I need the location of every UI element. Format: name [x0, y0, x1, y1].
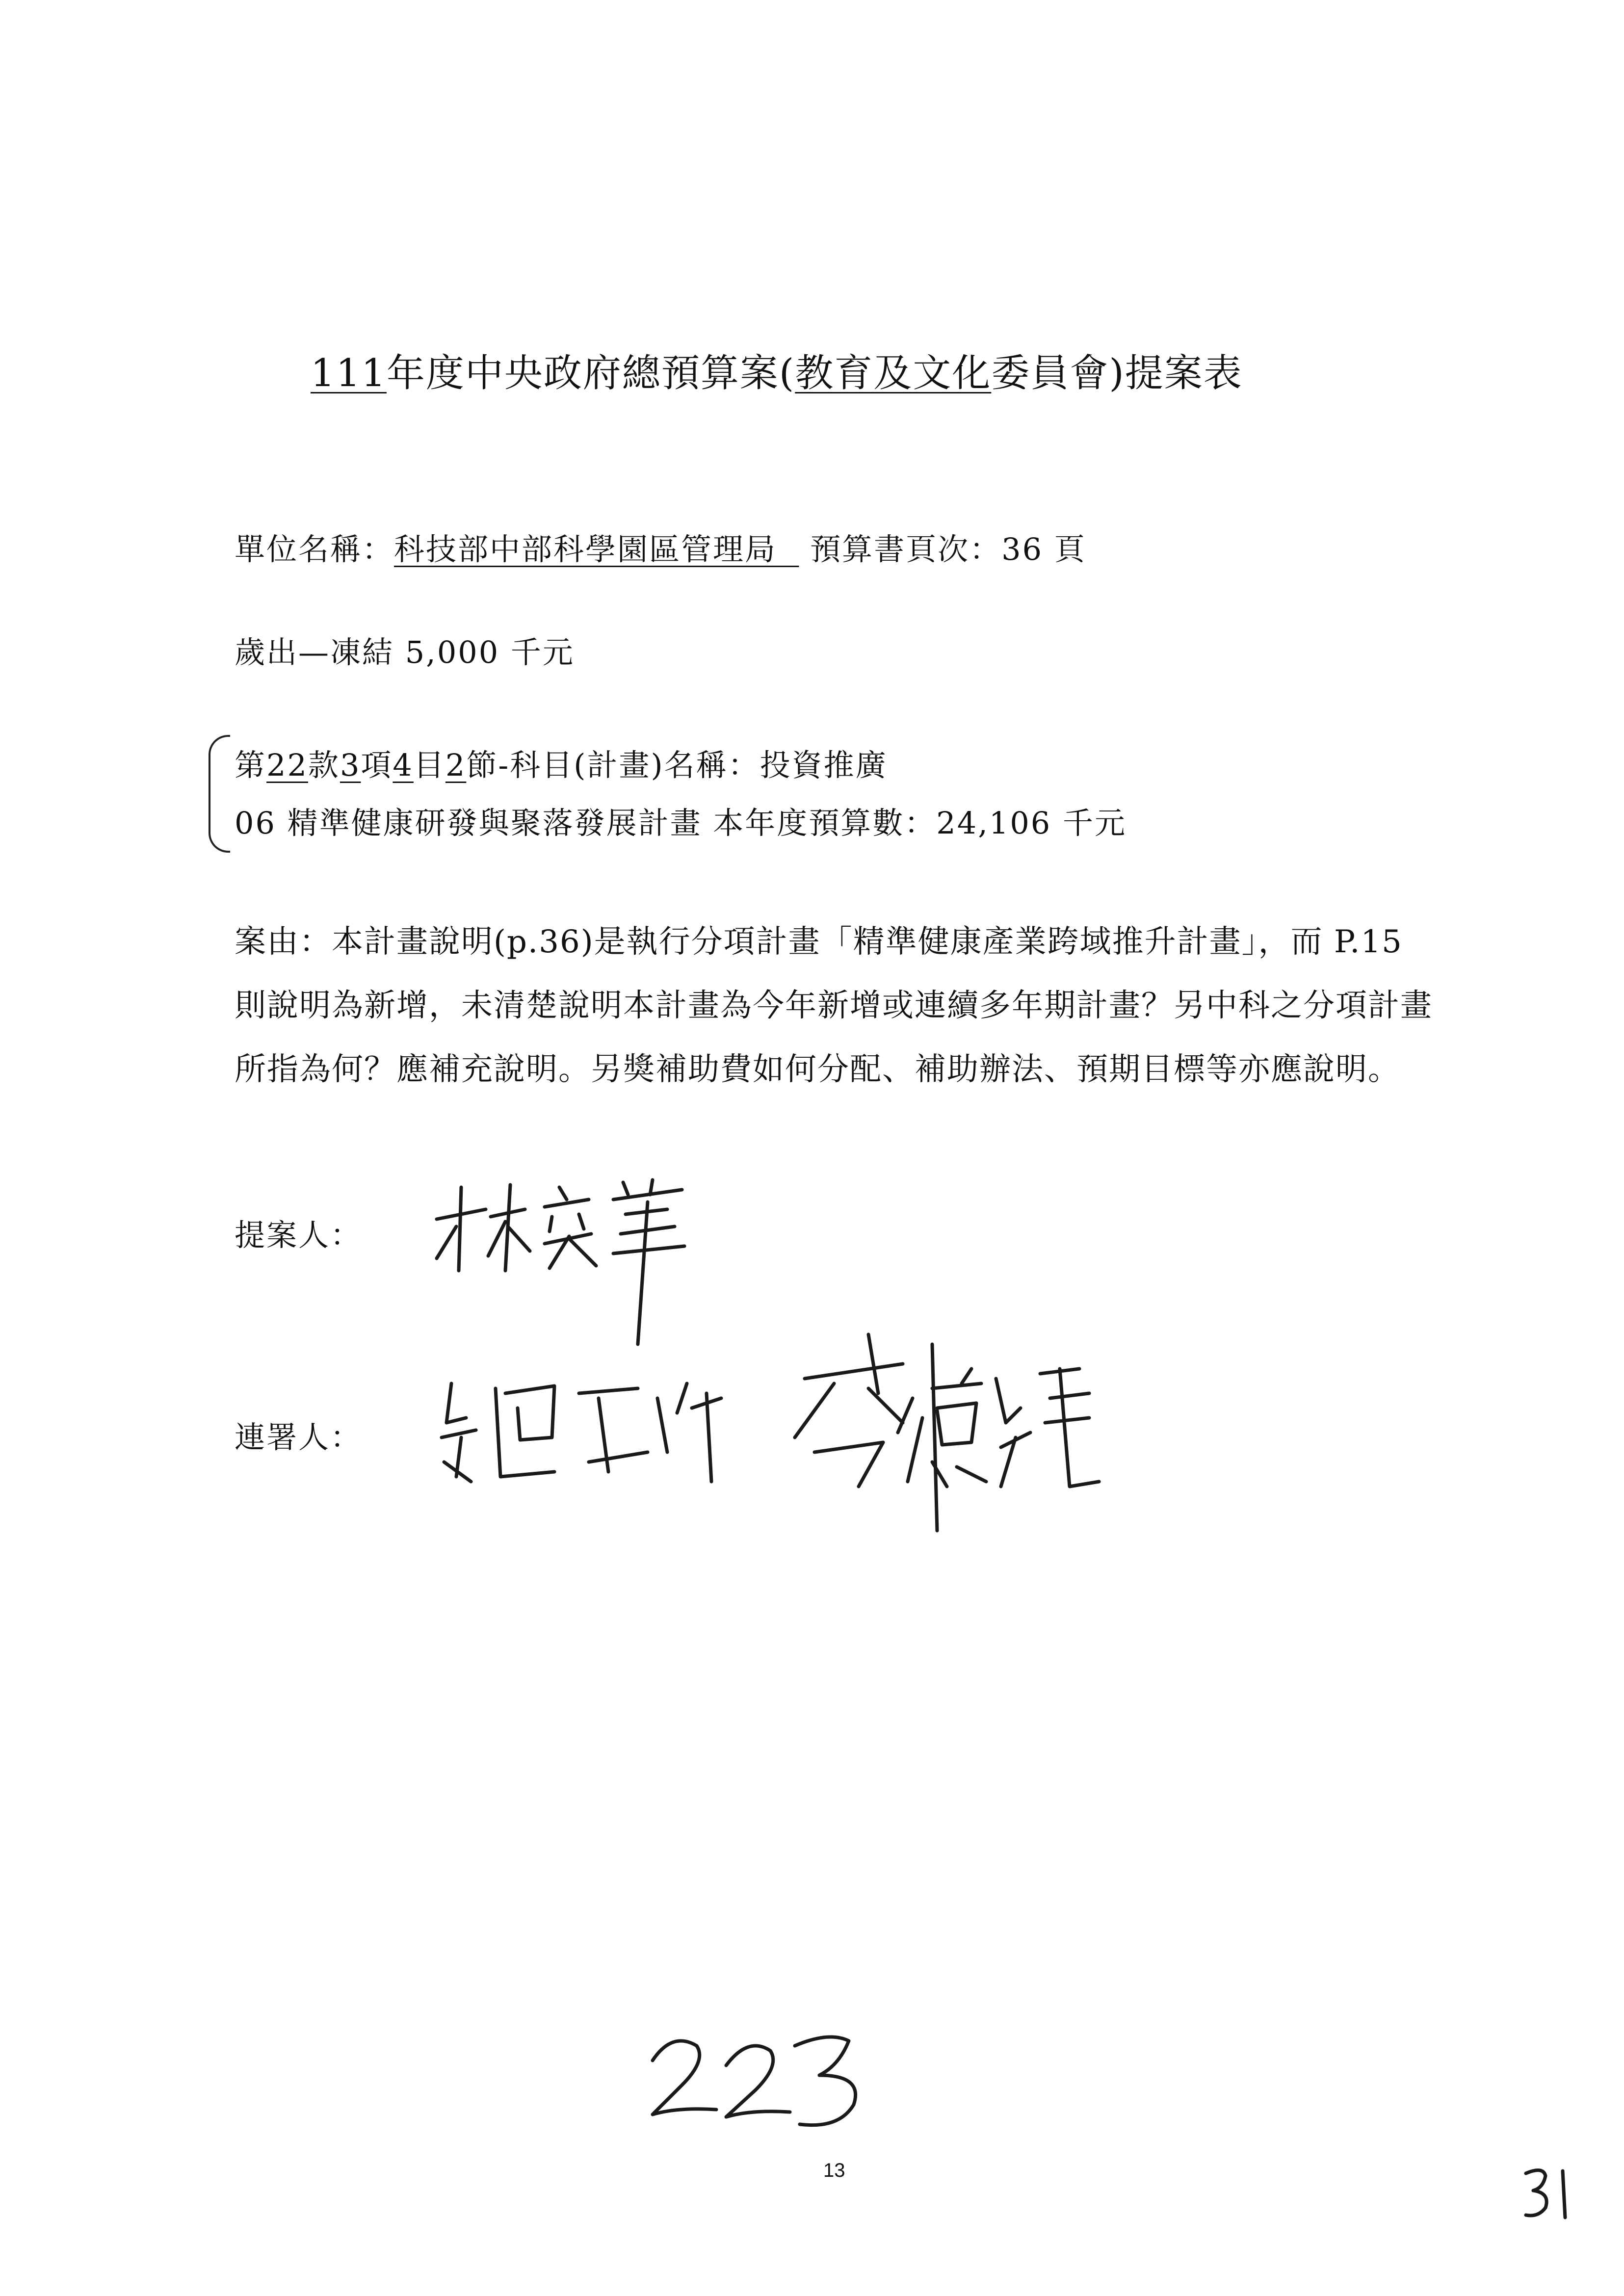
xiang-number: 3: [340, 747, 361, 783]
page-number: 13: [823, 2160, 845, 2181]
title-part2: 委員會)提案表: [991, 351, 1243, 395]
mu-number: 4: [393, 747, 414, 783]
proposer-label: 提案人：: [235, 1217, 363, 1253]
title-part1: 年度中央政府總預算案(: [386, 351, 795, 395]
unit-name: 科技部中部科學園區管理局: [394, 531, 777, 567]
form-title: [311, 342, 1243, 397]
title-year: 111: [311, 351, 387, 395]
cosigner-label: 連署人：: [235, 1419, 363, 1455]
corner-handwritten-number-31: [1521, 2164, 1575, 2222]
proposer-signature: [427, 1173, 702, 1349]
cosigner-signature-2: [785, 1325, 1119, 1550]
reason-paragraph: 案由：本計畫說明(p.36)是執行分項計畫「精準健康產業跨域推升計畫」，而 P.15 則說明為新增，未清楚說明本計畫為今年新增或連續多年期計畫？另中科之分項計畫所指為何？應補充說明。另獎補助費如何分配、補助辦法、預期目標等亦應說明。: [235, 924, 1433, 1088]
item-bracket: [209, 735, 230, 853]
kuan-number: 22: [266, 747, 308, 783]
item-line-1: 第22款3項4目2節-科目(計畫)名稱：投資推廣: [235, 747, 888, 783]
item-line-2: 06 精準健康研發與聚落發展計畫 本年度預算數：24,106 千元: [235, 805, 1126, 841]
budget-page-ref: 預算書頁次：36 頁: [810, 531, 1086, 567]
jie-number: 2: [445, 747, 467, 783]
expenditure-line: 歲出—凍結 5,000 千元: [235, 634, 575, 670]
unit-label: 單位名稱：: [235, 531, 394, 567]
title-committee: 教育及文化: [795, 351, 992, 395]
handwritten-number-223: [643, 2021, 888, 2134]
cosigner-signature-1: [432, 1364, 765, 1491]
unit-line: [235, 525, 1086, 569]
